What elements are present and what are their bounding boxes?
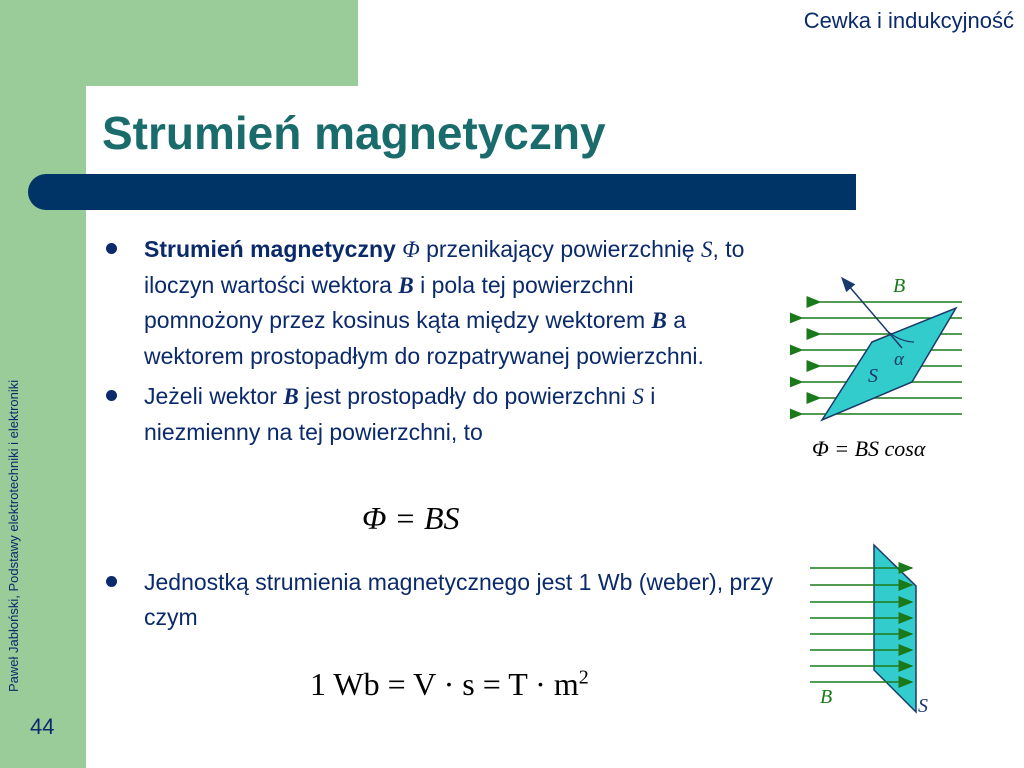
diagram-tilted-surface — [790, 270, 980, 430]
b-symbol: B — [283, 384, 299, 409]
bullet-item-unit — [104, 565, 784, 634]
diagram-perpendicular-surface — [800, 540, 950, 720]
formula-unit-base: 1 Wb = V · s = T · m — [310, 666, 579, 702]
label-alpha: α — [894, 349, 904, 370]
phi-symbol: Φ — [402, 237, 420, 262]
author-credit: Paweł Jabłoński, Podstawy elektrotechniki i elektroniki — [6, 379, 21, 692]
label-b: B — [820, 686, 833, 708]
bullet-dot — [106, 576, 117, 587]
surface-plane — [822, 308, 956, 420]
surface-plane — [874, 545, 916, 712]
bullet-item-perpendicular — [104, 379, 754, 449]
s-symbol: S — [632, 384, 644, 409]
bold-lead: Strumień magnetyczny — [144, 236, 396, 262]
text-fragment: i niezmienny na tej powierzchni, to — [144, 383, 656, 445]
green-top-frame — [0, 0, 358, 86]
s-symbol: S — [700, 237, 713, 262]
formula-unit-exponent: 2 — [578, 666, 589, 689]
text-fragment: , to iloczyn wartości wektora — [144, 236, 745, 298]
formula-flux-perpendicular: Φ = BS — [362, 500, 460, 536]
label-b: B — [893, 275, 906, 297]
page-number: 44 — [30, 714, 55, 739]
text-fragment: a wektorem prostopadłym do rozpatrywanej powierzchni. — [144, 307, 704, 369]
label-s: S — [918, 695, 928, 717]
bullet-item-unit-text — [104, 565, 784, 634]
formula-unit — [310, 666, 589, 703]
text-fragment: Jeżeli wektor — [144, 383, 284, 409]
bullet-item-definition — [104, 232, 754, 373]
bullet-list — [104, 232, 754, 449]
text-fragment: i pola tej powierzchni pomnożony przez kosinus kąta między wektorem — [144, 271, 652, 333]
b-symbol: B — [651, 308, 667, 333]
slide-title: Strumień magnetyczny — [102, 107, 606, 159]
section-title: Cewka i indukcyjność — [803, 8, 1014, 33]
bullet-dot — [106, 390, 117, 401]
text-fragment: Jednostką strumienia magnetycznego jest 1 Wb (weber), przy czym — [144, 569, 773, 630]
label-s: S — [868, 365, 878, 387]
b-symbol: B — [398, 272, 414, 298]
bullet-dot — [106, 243, 117, 254]
text-fragment: przenikający powierzchnię — [419, 236, 701, 262]
title-underline-bar — [28, 174, 856, 210]
formula-flux-general: Φ = BS cosα — [812, 436, 926, 461]
text-fragment: jest prostopadły do powierzchni — [298, 383, 633, 409]
